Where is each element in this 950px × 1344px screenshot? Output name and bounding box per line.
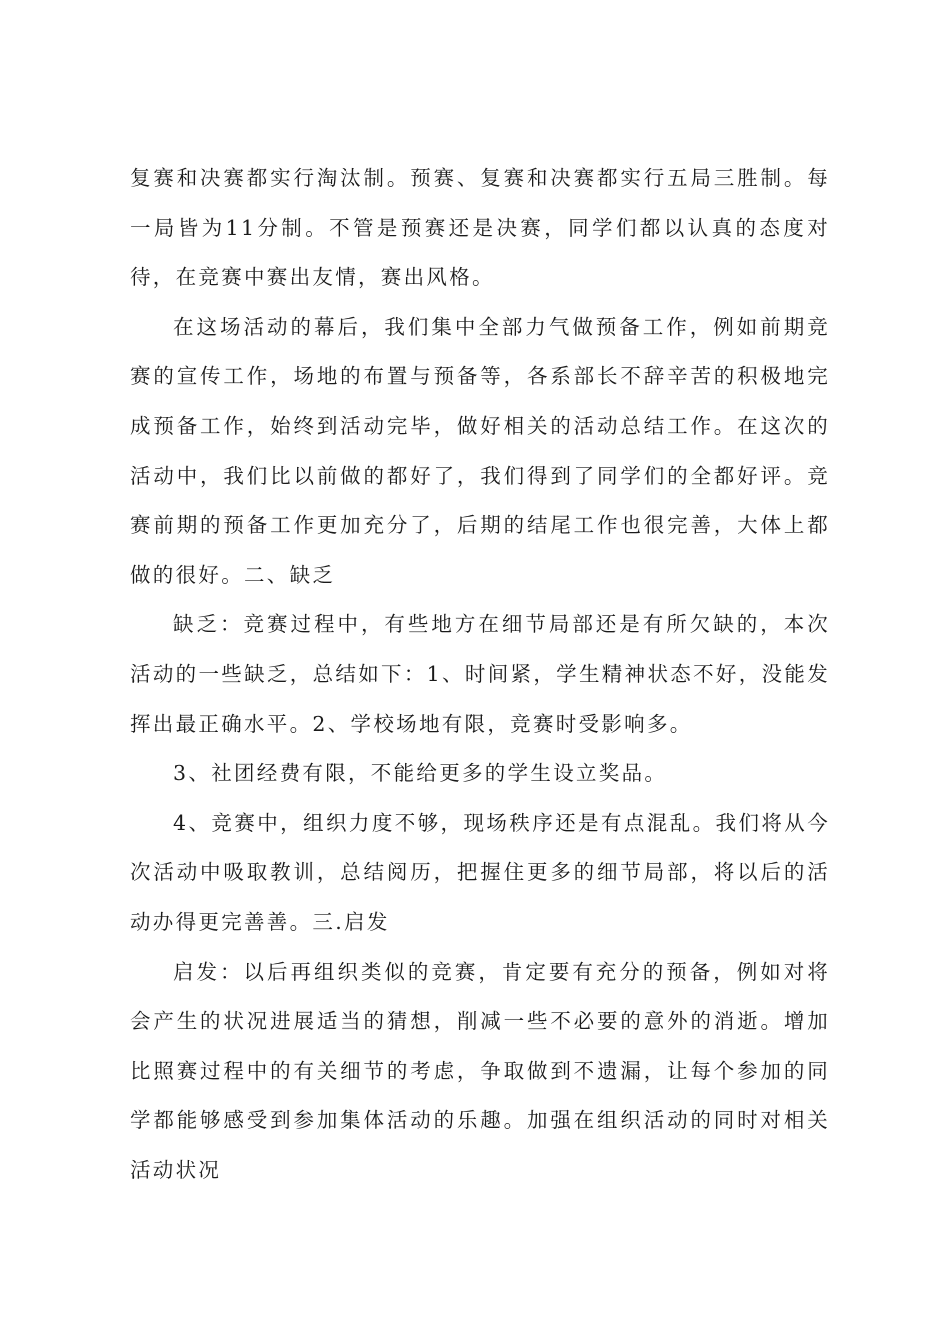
paragraph-1: 复赛和决赛都实行淘汰制。预赛、复赛和决赛都实行五局三胜制。每一局皆为11分制。不管是预赛还是决赛，同学们都以认真的态度对待，在竞赛中赛出友情，赛出风格。 (130, 166, 830, 290)
paragraph-4: 3、社团经费有限，不能给更多的学生设立奖品。 (173, 761, 668, 786)
paragraph-5: 4、竞赛中，组织力度不够，现场秩序还是有点混乱。我们将从今次活动中吸取教训，总结阅历，把握住更多的细节局部，将以后的活动办得更完善善。三.启发 (130, 810, 830, 934)
paragraph-3: 缺乏：竞赛过程中，有些地方在细节局部还是有所欠缺的，本次活动的一些缺乏，总结如下：1、时间紧，学生精神状态不好，没能发挥出最正确水平。2、学校场地有限，竞赛时受影响多。 (130, 612, 830, 736)
paragraph-2: 在这场活动的幕后，我们集中全部力气做预备工作，例如前期竞赛的宣传工作，场地的布置与预备等，各系部长不辞辛苦的积极地完成预备工作，始终到活动完毕，做好相关的活动总结工作。在这次的活动中，我们比以前做的都好了，我们得到了同学们的全都好评。竞赛前期的预备工作更加充分了，后期的结尾工作也很完善，大体上都做的很好。二、缺乏 (130, 314, 830, 587)
paragraph-6: 启发：以后再组织类似的竞赛，肯定要有充分的预备，例如对将会产生的状况进展适当的猜想，削减一些不必要的意外的消逝。增加比照赛过程中的有关细节的考虑，争取做到不遗漏，让每个参加的同学都能够感受到参加集体活动的乐趣。加强在组织活动的同时对相关活动状况 (130, 959, 830, 1182)
document-body (130, 154, 830, 1195)
